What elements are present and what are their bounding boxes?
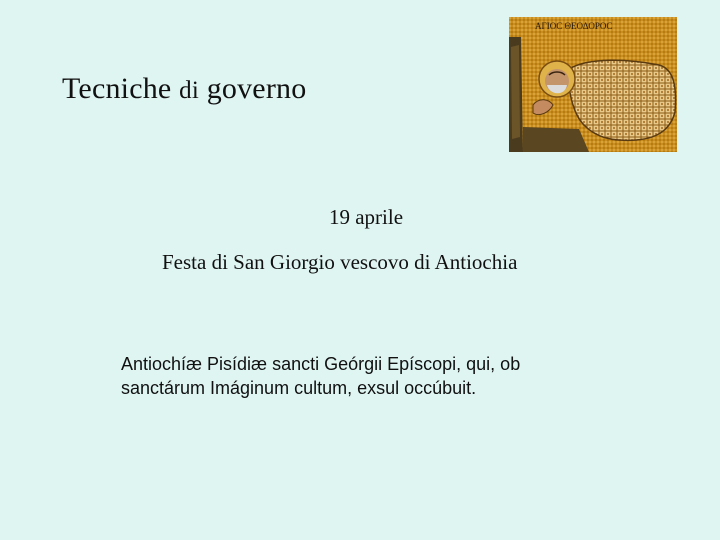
title-word-1: Tecniche	[62, 72, 172, 105]
mosaic-caption: ΑΓΙΟC ΘΕΟΔΟΡΟC	[535, 21, 613, 31]
slide-title	[62, 72, 306, 106]
date-line: 19 aprile	[328, 205, 404, 229]
feast-line: Festa di San Giorgio vescovo di Antiochia	[162, 250, 518, 274]
mosaic-image	[509, 17, 677, 152]
title-word-2: di	[179, 77, 199, 104]
latin-paragraph: Antiochíæ Pisídiæ sancti Geórgii Epíscopi, qui, ob sanctárum Imáginum cultum, exsul occúbuit.	[121, 354, 521, 398]
title-word-3: governo	[206, 72, 307, 105]
